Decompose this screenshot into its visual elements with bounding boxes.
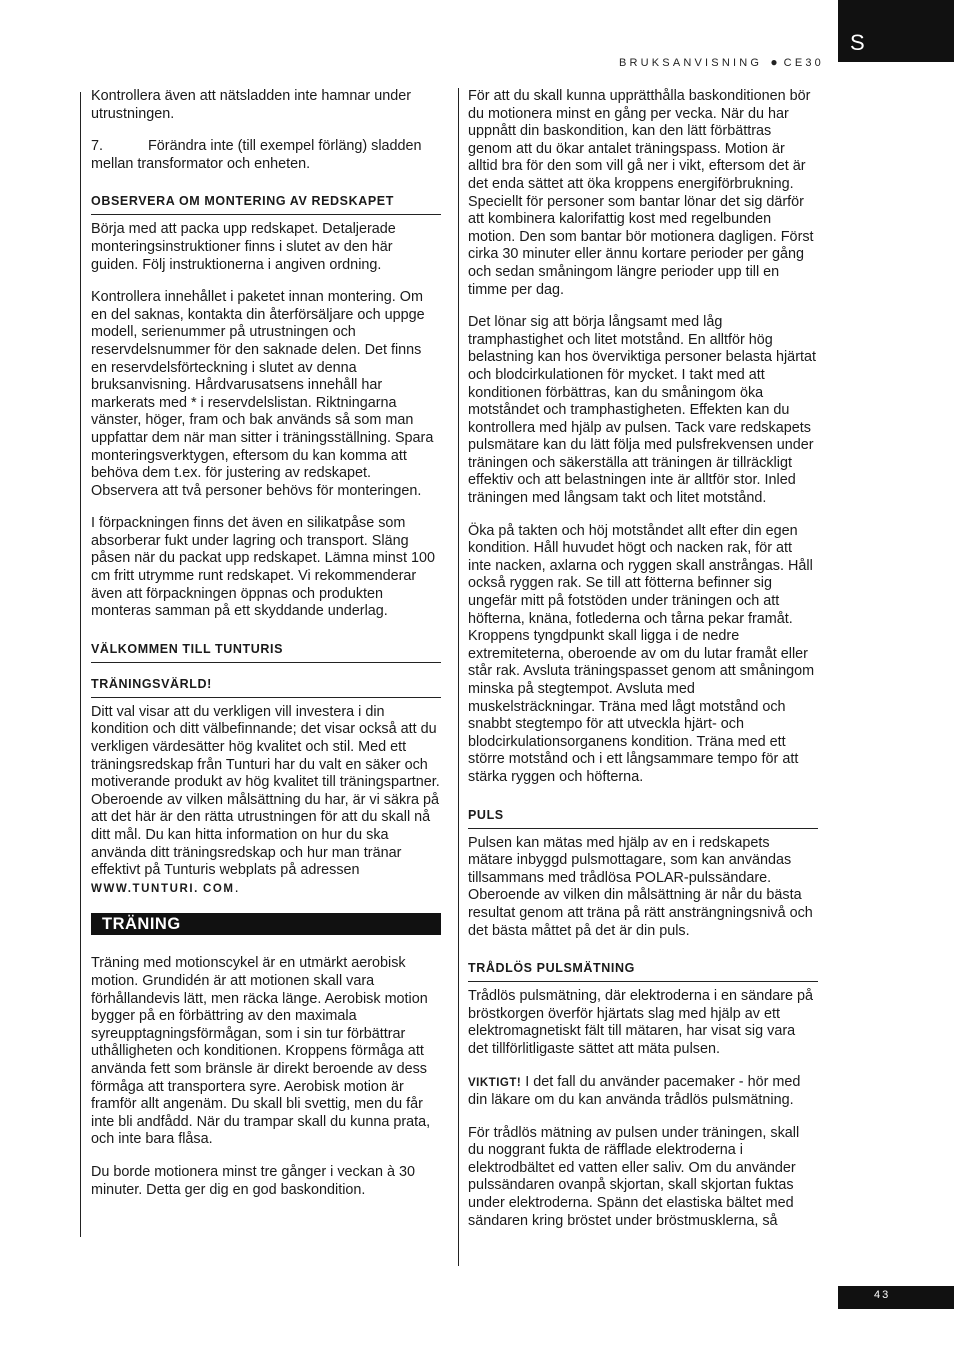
heading-wireless-pulse: TRÅDLÖS PULSMÄTNING bbox=[468, 955, 818, 982]
numbered-item-7 bbox=[91, 138, 441, 173]
paragraph-pulse: Pulsen kan mätas med hjälp av en i redskapets mätare inbyggd pulsmottagare, som kan användas tillsammans med trådlösa POLAR-pulssändare. Oberoende av vilken din målsättning är når du bästa resultat genom att träna på rätt ansträngningsnivå och det bästa måttet på det är din puls. bbox=[468, 834, 813, 939]
running-header bbox=[619, 55, 824, 69]
model-name: CE30 bbox=[783, 57, 824, 69]
important-label: VIKTIGT! bbox=[468, 1076, 522, 1089]
paragraph-welcome bbox=[91, 704, 441, 899]
heading-training-world: TRÄNINGSVÄRLD! bbox=[91, 671, 441, 698]
manual-label: BRUKSANVISNING bbox=[618, 57, 763, 69]
welcome-text: Ditt val visar att du verkligen vill investera i din kondition och ditt välbefinnande; det visar också att du verkligen värdesätter hög kvalitet och stil. Med ett träningsredskap från Tunturi har du valt en säker och motiverande produkt av hög kvalitet till träningspartner. Oberoende av vilken målsättning du har, är vi säkra på att det här är den rätta utrustningen för att du skall nå ditt mål. Du kan hitta information on hur du ska använda ditt träningsredskap och hur man tränar effektivt på Tunturis webplats på adressen bbox=[91, 703, 440, 879]
paragraph-power-cord: Kontrollera även att nätsladden inte hamnar under utrustningen. bbox=[91, 88, 412, 122]
heading-assembly: OBSERVERA OM MONTERING AV REDSKAPET bbox=[91, 188, 441, 215]
paragraph-training-2: Du borde motionera minst tre gånger i veckan à 30 minuter. Detta ger dig en god baskondition. bbox=[91, 1163, 415, 1198]
website-end: . bbox=[234, 879, 239, 896]
right-column bbox=[468, 88, 818, 1245]
heading-pulse: PULS bbox=[468, 802, 818, 829]
paragraph-basic-fitness: För att du skall kunna upprätthålla baskonditionen bör du motionera minst en gång per vecka. När du har uppnått din baskondition, kan den lätt förbättras genom att du ökar antalet träningspass. Motion är alltid bra för den som vill gå ner i vikt, eftersom det är det enda sättet att öka kroppens energiförbrukning. Speciellt för personer som bantar lönar det sig därför att kombinera kalorifattig kost med regelbunden motion. Den som bantar bör motionera dagligen. Först cirka 30 minuter eller ännu kortare perioder per gång och sedan småningom längre perioder upp till en timme per dag. bbox=[468, 88, 814, 298]
left-column bbox=[91, 88, 441, 1214]
paragraph-wireless-2 bbox=[468, 1074, 818, 1110]
item-number: 7. bbox=[91, 138, 104, 155]
paragraph-posture: Öka på takten och höj motståndet allt efter din egen kondition. Håll huvudet högt och nacken rak, för att inte nacken, axlarna och ryggen skall anstrångas. Håll också ryggen rak. Se till att fötterna befinner sig ungefär mitt på fotstöden under träningen och att höfterna, knäna, fotlederna och tårna pekar framåt. Kroppens tyngdpunkt skall ligga i de nedre extremiteterna, oberoende av om du lutar framåt eller står rak. Avsluta träningspasset genom att småningom minska på stegtempot. Avsluta med muskelsträckningar. Träna med lågt motstånd och snabbt stegtempo för att utveckla hjärt- och blodcirkulationsorganens kondition. Träna med ett större motstånd och i ett långsammare tempo för att stärka ryggen och höfterna. bbox=[468, 522, 815, 785]
heading-welcome: VÄLKOMMEN TILL TUNTURIS bbox=[91, 636, 441, 663]
language-code: S bbox=[850, 30, 865, 55]
website-link-tld[interactable]: COM bbox=[202, 882, 235, 895]
paragraph-assembly-3: I förpackningen finns det även en silikatpåse som absorberar fukt under lagring och transport. Släng påsen när du packat upp redskapet. Lämna minst 100 cm fritt utrymme runt redskapet. Vi rekommenderar även att förpackningen öppnas och produkten monteras samman på ett skyddande underlag. bbox=[91, 515, 435, 620]
important-text: I det fall du använder pacemaker - hör med din läkare om du kan använda trådlös pulsmätning. bbox=[468, 1073, 801, 1109]
left-margin-rule bbox=[80, 92, 81, 1237]
paragraph-slow-start: Det lönar sig att börja långsamt med låg tramphastighet och litet motstånd. En alltför hög belastning kan hos överviktiga personer belasta hjärtat och blodcirkulationen för mycket. I takt med att konditionen förbättras, kan du småningom öka motståndet och tramphastigheten. Effekten kan du kontrollera med hjälp av pulsen. Tack vare redskapets pulsmätare kan du lätt följa med pulsfrekvensen under träningen och säkerställa att träningen är tillräckligt effektiv och att belastningen inte är alltför stor. Inled träningen med långsam takt och litet motstånd. bbox=[468, 314, 816, 507]
paragraph-assembly-1: Börja med att packa upp redskapet. Detaljerade monteringsinstruktioner finns i slutet av den här guiden. Följ instruktionerna i angiven ordning. bbox=[91, 221, 396, 273]
paragraph-training-1: Träning med motionscykel är en utmärkt aerobisk motion. Grundidén är att motionen skall vara förhållandevis lätt, men räcka länge. Aerobisk motion bygger på en förbättring av den maximala syreupptagningsförmågan, som i sin tur förbättrar uthålligheten och konditionen. Kroppens förmåga att använda fett som bränsle är direkt beroende av dess förmåga att transportera syre. Aerobisk motion är framför allt angenäm. Du skall bli svettig, men du får inte bli andfådd. När du trampar skall du kunna prata, och inte bara flåsa. bbox=[91, 955, 431, 1148]
paragraph-assembly-2: Kontrollera innehållet i paketet innan montering. Om en del saknas, kontakta din återförsäljare och uppge modell, serienummer på utrustningen och reservdelsnummer för den saknade delen. Det finns en reservdelsförteckning i slutet av denna bruksanvisning. Hårdvarusatsens innehåll har markerats med * i reservdelslistan. Riktningarna vänster, höger, fram och bak används så som man uppfattar dem när man sitter i träningsställning. Spara monteringsverktygen, eftersom du kan komma att behöva dem t.ex. för justering av redskapet. Observera att två personer behövs för monteringen. bbox=[91, 289, 434, 499]
section-title-training: TRÄNING bbox=[91, 913, 441, 935]
bullet-separator: ● bbox=[770, 55, 778, 69]
page-number-box bbox=[838, 1286, 954, 1309]
item-text: Förändra inte (till exempel förläng) sladden mellan transformator och enheten. bbox=[91, 138, 422, 172]
paragraph-wireless-3: För trådlös mätning av pulsen under träningen, skall du noggrant fukta de räfflade elektroderna i elektrodbältet ed vatten eller saliv. Om du använder pulssändaren ovanpå skjortan, skall skjortan fuktas under elektroderna. Spänn det elastiska bältet med sändaren kring bröstet under bröstmusklerna, så bbox=[468, 1124, 800, 1229]
page-number: 43 bbox=[874, 1289, 891, 1301]
website-link[interactable]: WWW.TUNTURI. bbox=[91, 882, 199, 895]
language-tab bbox=[838, 0, 954, 62]
column-divider-rule bbox=[458, 88, 459, 1266]
paragraph-wireless-1: Trådlös pulsmätning, där elektroderna i en sändare på bröstkorgen överför hjärtats slag med hjälp av ett elektromagnetiskt fält till mätaren, har visat sig vara det tillförlitligaste sättet att mäta pulsen. bbox=[468, 988, 814, 1057]
